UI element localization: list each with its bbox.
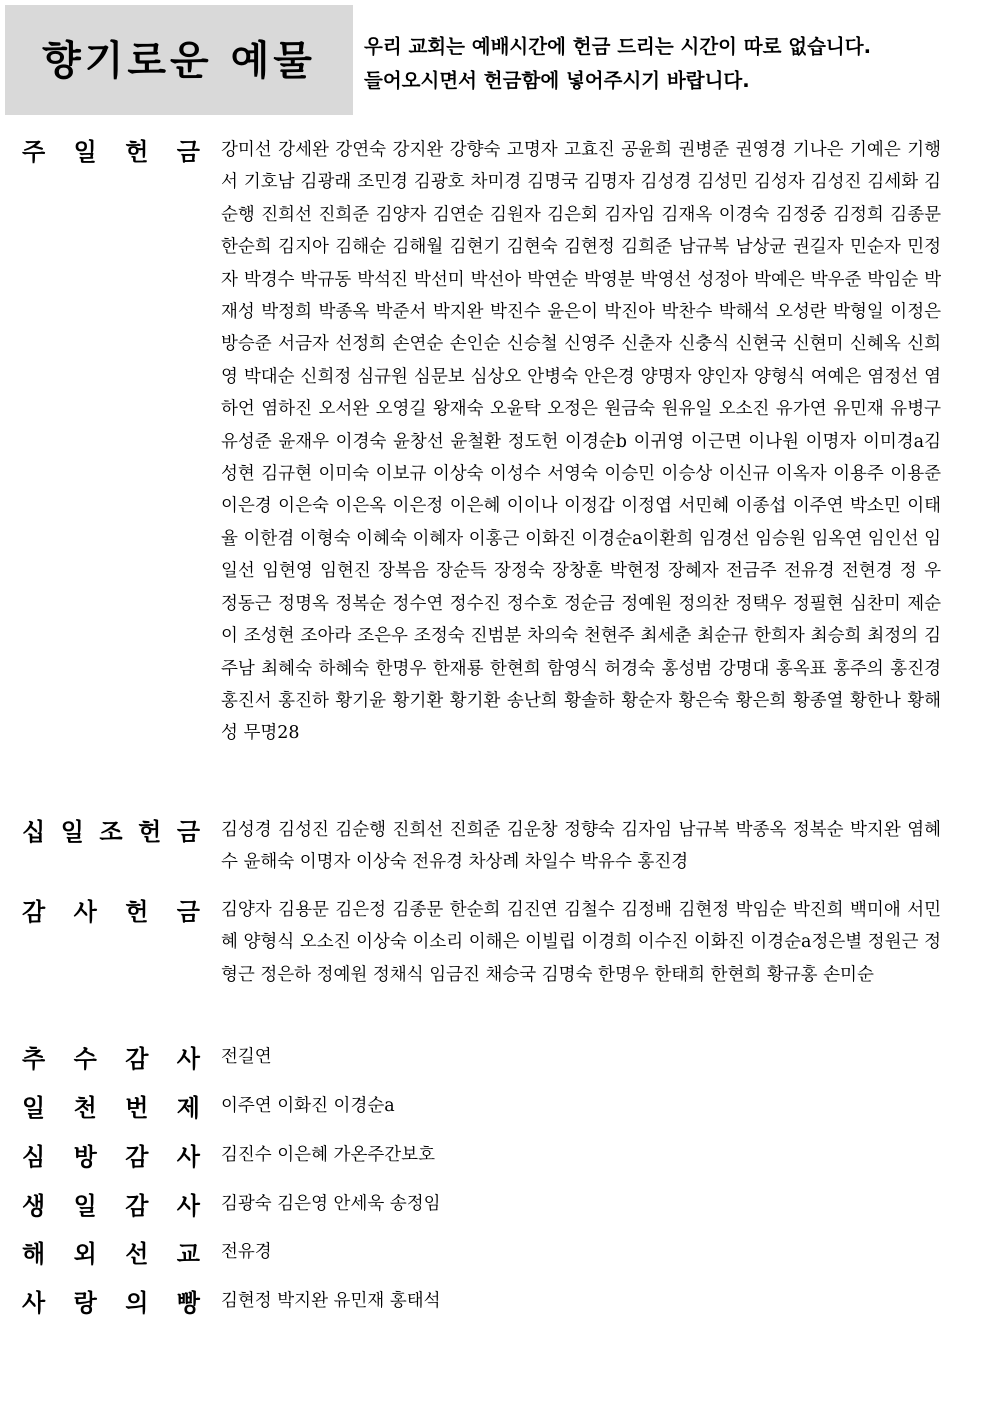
label-char: 사	[73, 897, 97, 926]
section-label	[22, 1285, 200, 1315]
label-char: 수	[73, 1044, 97, 1073]
title-box	[5, 5, 353, 115]
label-char: 방	[73, 1142, 97, 1171]
label-char: 제	[176, 1093, 200, 1122]
section-label	[22, 1236, 200, 1266]
label-char: 선	[125, 1239, 149, 1268]
label-char: 감	[125, 1044, 149, 1073]
section-label	[22, 894, 200, 924]
donor-names: 김현정 박지완 유민재 홍태석	[221, 1291, 441, 1311]
label-char: 랑	[73, 1288, 97, 1317]
label-char: 외	[73, 1239, 97, 1268]
donor-names: 이주연 이화진 이경순a	[221, 1096, 395, 1116]
donor-names: 전길연	[221, 1047, 272, 1067]
label-char: 조	[99, 817, 123, 846]
label-char: 생	[22, 1191, 46, 1220]
donor-names: 김양자 김용문 김은정 김종문 한순희 김진연 김철수 김정배 김현정 박임순 박진희 백미애 서민혜 양형식 오소진 이상숙 이소리 이해은 이빌립 이경희 이수진 이화진 이경순a정은별 정원근 정형근 정은하 정예원 정채식 임금진 채승국 김명숙 한명우 한태희 한현희 황규홍 손미순	[221, 900, 941, 985]
label-char: 주	[22, 137, 46, 166]
donor-names: 김성경 김성진 김순행 진희선 진희준 김운창 정향숙 김자임 남규복 박종옥 정복순 박지완 염혜수 윤해숙 이명자 이상숙 전유경 차상례 차일수 박유수 홍진경	[221, 820, 941, 873]
label-char: 일	[73, 137, 97, 166]
label-char: 번	[125, 1093, 149, 1122]
label-char: 일	[73, 1191, 97, 1220]
offering-notice: 우리 교회는 예배시간에 헌금 드리는 시간이 따로 없습니다. 들어오시면서 헌금함에 넣어주시기 바랍니다.	[364, 35, 872, 92]
label-char: 해	[22, 1239, 46, 1268]
section-label	[22, 1139, 200, 1169]
label-char: 십	[22, 817, 46, 846]
label-char: 사	[176, 1142, 200, 1171]
label-char: 감	[125, 1191, 149, 1220]
label-char: 천	[73, 1093, 97, 1122]
donor-names: 김광숙 김은영 안세욱 송정임	[221, 1194, 441, 1214]
page-title: 향기로운 예물	[42, 38, 316, 84]
label-char: 사	[176, 1044, 200, 1073]
section-label	[22, 1090, 200, 1120]
label-char: 헌	[125, 137, 149, 166]
label-char: 교	[176, 1239, 200, 1268]
donor-names: 전유경	[221, 1242, 272, 1262]
label-char: 추	[22, 1044, 46, 1073]
label-char: 일	[22, 1093, 46, 1122]
label-char: 빵	[176, 1288, 200, 1317]
label-char: 금	[176, 897, 200, 926]
section-label	[22, 134, 200, 164]
donor-names: 강미선 강세완 강연숙 강지완 강향숙 고명자 고효진 공윤희 권병준 권영경 기나은 기예은 기행서 기호남 김광래 조민경 김광호 차미경 김명국 김명자 김성경 김성민 김성자 김성진 김세화 김순행 진희선 진희준 김양자 김연순 김원자 김은회 김자임 김재옥 이경숙 김정중 김정희 김종문 한순희 김지아 김해순 김해월 김현기 김현숙 김현정 김희준 남규복 남상균 권길자 민순자 민정자 박경수 박규동 박석진 박선미 박선아 박연순 박영분 박영선 성정아 박예은 박우준 박임순 박재성 박정희 박종옥 박준서 박지완 박진수 윤은이 박진아 박찬수 박해석 오성란 박형일 이정은 방승준 서금자 선정희 손연순 손인순 신승철 신영주 신춘자 신충식 신현국 신현미 신혜옥 신희영 박대순 신희정 심규원 심문보 심상오 안병숙 안은경 양명자 양인자 양형식 여예은 염정선 염하언 염하진 오서완 오영길 왕재숙 오윤탁 오정은 원금숙 원유일 오소진 유가연 유민재 유병구 유성준 윤재우 이경숙 윤창선 윤철환 정도헌 이경순b 이귀영 이근면 이나원 이명자 이미경a김성현 김규현 이미숙 이보규 이상숙 이성수 서영숙 이승민 이승상 이신규 이옥자 이용주 이용준 이은경 이은숙 이은옥 이은정 이은혜 이이나 이정갑 이정엽 서민혜 이종섭 이주연 박소민 이태율 이한겸 이형숙 이혜숙 이혜자 이홍근 이화진 이경순a이환희 임경선 임승원 임옥연 임인선 임일선 임현영 임현진 장복음 장순득 장정숙 장창훈 박현정 장혜자 전금주 전유경 전현경 정 우 정동근 정명옥 정복순 정수연 정수진 정수호 정순금 정예원 정의찬 정택우 정필현 심찬미 제순이 조성현 조아라 조은우 조정숙 진범분 차의숙 천현주 최세춘 최순규 한희자 최승희 최정의 김주남 최혜숙 하혜숙 한명우 한재룡 한현희 함영식 허경숙 홍성범 강명대 홍옥표 홍주의 홍진경 홍진서 홍진하 황기윤 황기환 황기환 송난희 황솔하 황순자 황은숙 황은희 황종열 황한나 황해성 무명28	[221, 140, 941, 744]
label-char: 감	[125, 1142, 149, 1171]
label-char: 사	[176, 1191, 200, 1220]
label-char: 감	[22, 897, 46, 926]
label-char: 일	[60, 817, 84, 846]
label-char: 헌	[125, 897, 149, 926]
section-label	[22, 814, 200, 844]
label-char: 헌	[138, 817, 162, 846]
donor-names: 김진수 이은혜 가온주간보호	[221, 1145, 435, 1165]
label-char: 의	[125, 1288, 149, 1317]
section-label	[22, 1041, 200, 1071]
label-char: 금	[176, 137, 200, 166]
label-char: 심	[22, 1142, 46, 1171]
label-char: 사	[22, 1288, 46, 1317]
label-char: 금	[176, 817, 200, 846]
section-label	[22, 1188, 200, 1218]
